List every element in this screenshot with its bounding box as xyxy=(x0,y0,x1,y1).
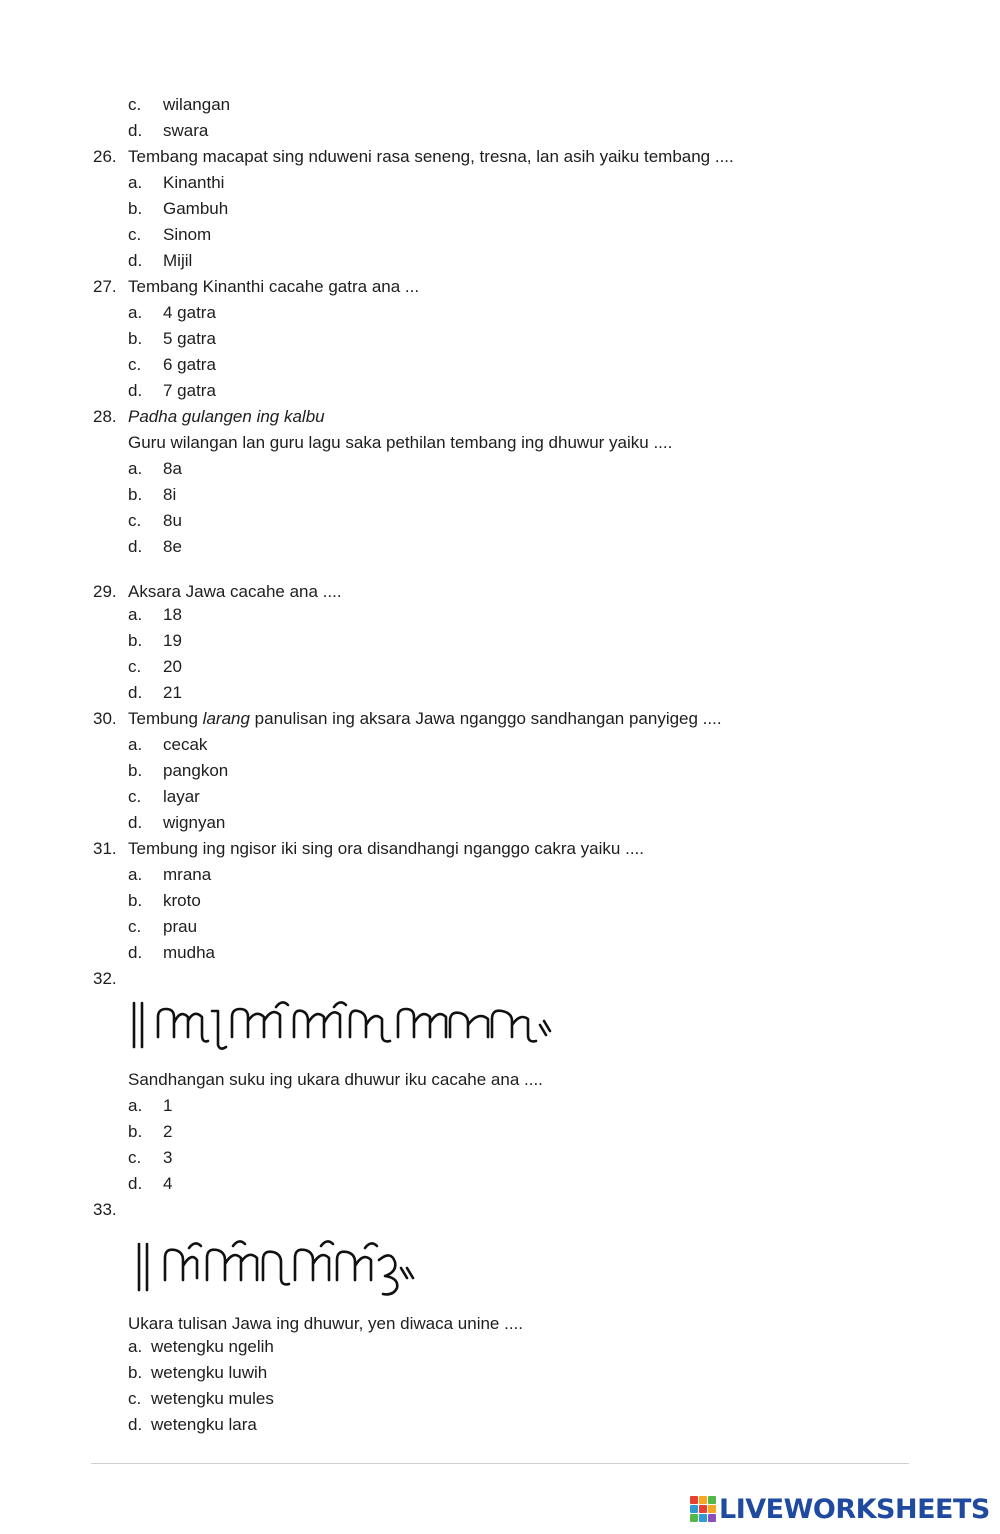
option-letter: b. xyxy=(128,329,143,348)
question-text: Tembung ing ngisor iki sing ora disandhangi nganggo cakra yaiku .... xyxy=(128,839,644,858)
question-text-italic: larang xyxy=(202,709,250,728)
footer-divider xyxy=(91,1463,909,1464)
option-text: wetengku luwih xyxy=(151,1363,268,1382)
option-letter: d. xyxy=(128,537,143,556)
question-text: Sandhangan suku ing ukara dhuwur iku cacahe ana .... xyxy=(128,1070,543,1089)
option-letter: d. xyxy=(128,683,143,702)
option-text: 8a xyxy=(163,459,182,478)
logo-text: LIVEWORKSHEETS xyxy=(719,1493,990,1525)
option-letter: a. xyxy=(128,735,143,754)
option-letter: c. xyxy=(128,1148,142,1167)
option-letter: c. xyxy=(128,787,142,806)
option-text: layar xyxy=(163,787,200,806)
option-letter: d. xyxy=(128,381,143,400)
option-text: prau xyxy=(163,917,198,936)
question-text: Aksara Jawa cacahe ana .... xyxy=(128,582,342,601)
option-letter: c. xyxy=(128,355,142,374)
option-letter: b. xyxy=(128,1363,143,1382)
option-text: pangkon xyxy=(163,761,229,780)
option-text: 4 xyxy=(163,1174,173,1193)
option-letter: b. xyxy=(128,1122,143,1141)
option-text: swara xyxy=(163,121,209,140)
option-letter: d. xyxy=(128,1174,143,1193)
option-text: 2 xyxy=(163,1122,173,1141)
option-text: mrana xyxy=(163,865,212,884)
option-text: 3 xyxy=(163,1148,173,1167)
option-text: Gambuh xyxy=(163,199,229,218)
option-letter: c. xyxy=(128,917,142,936)
option-letter: d. xyxy=(128,813,143,832)
option-letter: c. xyxy=(128,511,142,530)
option-text: Mijil xyxy=(163,251,193,270)
option-text: 19 xyxy=(163,631,182,650)
option-text: wilangan xyxy=(163,95,231,114)
question-number: 31. xyxy=(93,839,117,858)
option-text: 8e xyxy=(163,537,182,556)
option-letter: c. xyxy=(128,1389,142,1408)
question-text: Tembang macapat sing nduweni rasa seneng, tresna, lan asih yaiku tembang .... xyxy=(128,147,734,166)
question-number: 30. xyxy=(93,709,117,728)
question-text-before: Tembung xyxy=(128,709,203,728)
question-text: Ukara tulisan Jawa ing dhuwur, yen diwaca unine .... xyxy=(128,1314,524,1333)
option-text: 20 xyxy=(163,657,182,676)
option-letter: a. xyxy=(128,303,143,322)
option-text: 8i xyxy=(163,485,177,504)
option-letter: b. xyxy=(128,199,143,218)
question-text: Tembang Kinanthi cacahe gatra ana ... xyxy=(128,277,420,296)
option-text: Kinanthi xyxy=(163,173,225,192)
javanese-script-image xyxy=(128,997,558,1055)
option-text: 6 gatra xyxy=(163,355,216,374)
option-letter: d. xyxy=(128,121,143,140)
option-text: 7 gatra xyxy=(163,381,216,400)
option-text: cecak xyxy=(163,735,208,754)
question-text: Guru wilangan lan guru lagu saka pethilan tembang ing dhuwur yaiku .... xyxy=(128,433,673,452)
question-text-after: panulisan ing aksara Jawa nganggo sandhangan panyigeg .... xyxy=(249,709,722,728)
javanese-script-image xyxy=(133,1236,423,1300)
question-number: 26. xyxy=(93,147,117,166)
option-letter: c. xyxy=(128,95,142,114)
option-text: wetengku mules xyxy=(151,1389,274,1408)
option-text: 21 xyxy=(163,683,182,702)
option-text: kroto xyxy=(163,891,201,910)
option-letter: b. xyxy=(128,631,143,650)
option-text: wetengku ngelih xyxy=(151,1337,274,1356)
option-letter: c. xyxy=(128,657,142,676)
question-number: 33. xyxy=(93,1200,117,1219)
option-text: wignyan xyxy=(163,813,226,832)
question-number: 28. xyxy=(93,407,117,426)
option-text: 5 gatra xyxy=(163,329,216,348)
option-text: wetengku lara xyxy=(151,1415,257,1434)
option-text: 4 gatra xyxy=(163,303,216,322)
question-quote: Padha gulangen ing kalbu xyxy=(128,407,325,426)
option-text: 18 xyxy=(163,605,182,624)
question-number: 29. xyxy=(93,582,117,601)
option-letter: a. xyxy=(128,605,143,624)
option-letter: a. xyxy=(128,173,143,192)
option-letter: a. xyxy=(128,1337,143,1356)
question-number: 27. xyxy=(93,277,117,296)
option-letter: d. xyxy=(128,1415,143,1434)
option-letter: a. xyxy=(128,459,143,478)
option-text: Sinom xyxy=(163,225,212,244)
option-letter: d. xyxy=(128,251,143,270)
option-letter: b. xyxy=(128,891,143,910)
option-letter: c. xyxy=(128,225,142,244)
option-letter: b. xyxy=(128,485,143,504)
option-letter: d. xyxy=(128,943,143,962)
option-text: 1 xyxy=(163,1096,173,1115)
option-letter: b. xyxy=(128,761,143,780)
option-letter: a. xyxy=(128,1096,143,1115)
logo-grid-icon xyxy=(690,1496,716,1522)
question-number: 32. xyxy=(93,969,117,988)
option-text: mudha xyxy=(163,943,215,962)
liveworksheets-logo[interactable] xyxy=(690,1492,990,1526)
option-text: 8u xyxy=(163,511,182,530)
question-text xyxy=(128,709,722,729)
option-letter: a. xyxy=(128,865,143,884)
